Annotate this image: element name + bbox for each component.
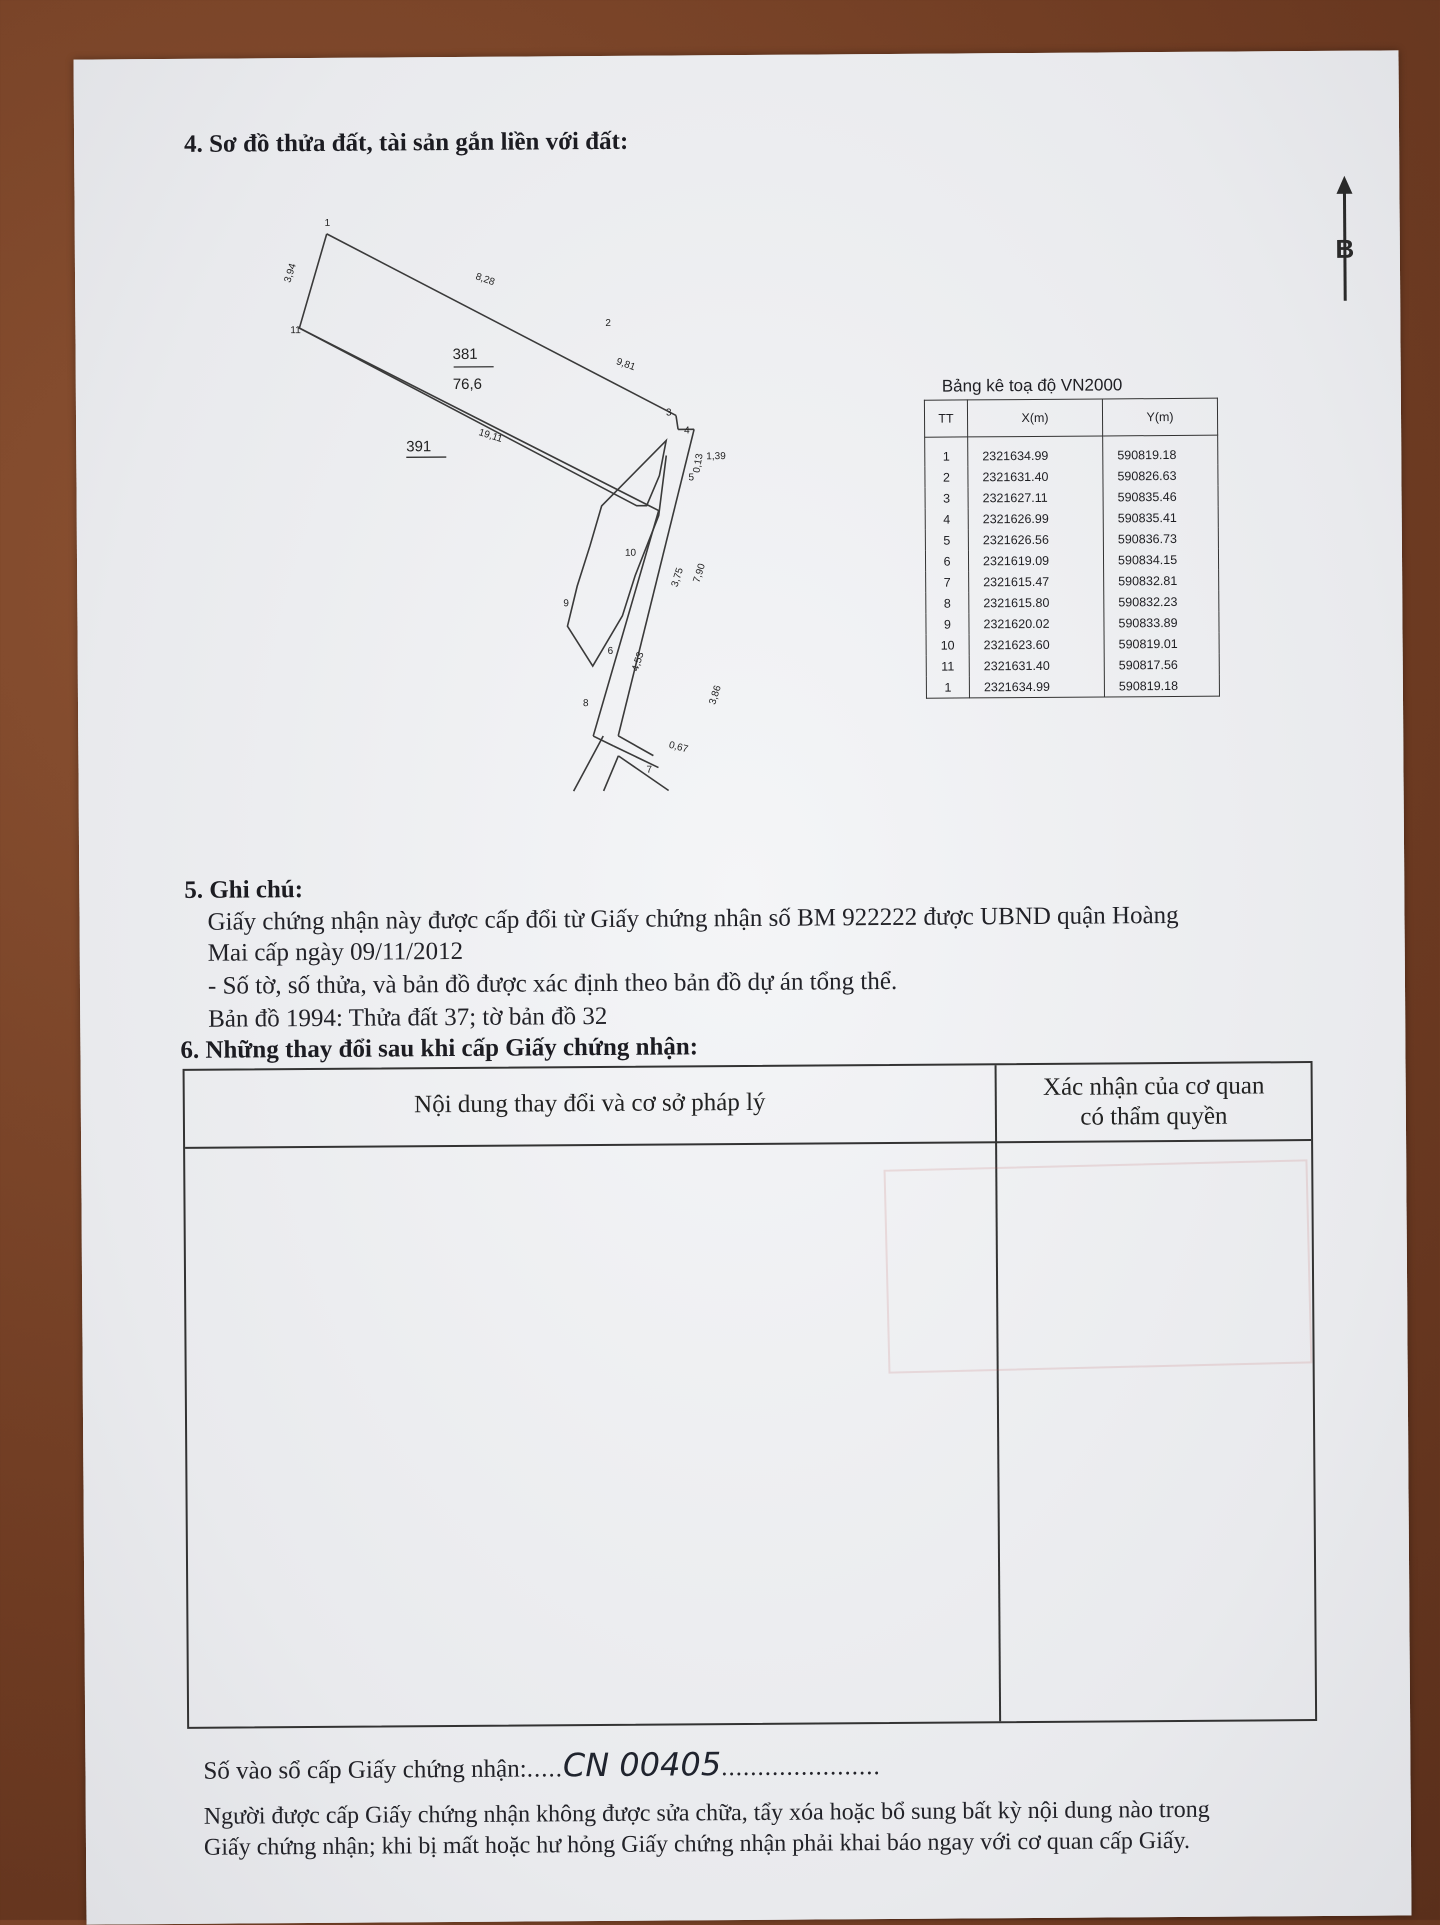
coord-header-x: X(m) bbox=[967, 399, 1102, 437]
plot-edge-length: 3,75 bbox=[670, 566, 687, 588]
coord-x: 2321627.11 bbox=[968, 486, 1103, 508]
coord-tt: 3 bbox=[925, 487, 968, 508]
coord-y: 590833.89 bbox=[1104, 612, 1219, 634]
coord-y: 590826.63 bbox=[1103, 465, 1218, 487]
plot-point-label: 8 bbox=[583, 698, 589, 709]
section-4-title: 4. Sơ đồ thửa đất, tài sản gắn liền với đất: bbox=[184, 128, 628, 159]
note-line-1: Giấy chứng nhận này được cấp đổi từ Giấy chứng nhận số BM 922222 được UBND quận Hoàng bbox=[207, 902, 1178, 937]
registry-number: CN 00405 bbox=[563, 1745, 722, 1784]
coord-tt: 1 bbox=[925, 437, 968, 467]
coord-tt: 4 bbox=[925, 508, 968, 529]
coord-row bbox=[925, 528, 1218, 551]
plot-edge-length: 3,94 bbox=[282, 262, 299, 284]
coord-tt: 11 bbox=[926, 655, 969, 676]
coord-tt: 10 bbox=[926, 634, 969, 655]
coord-tt: 1 bbox=[926, 676, 969, 698]
registry-line: Số vào sổ cấp Giấy chứng nhận:.....CN 00405...................... bbox=[203, 1744, 880, 1787]
note-line-2: Mai cấp ngày 09/11/2012 bbox=[208, 938, 463, 968]
coord-row bbox=[926, 612, 1219, 635]
coord-y: 590835.46 bbox=[1103, 486, 1218, 508]
coord-x: 2321626.99 bbox=[968, 507, 1103, 529]
coord-row bbox=[926, 654, 1219, 677]
plot-point-label: 4 bbox=[684, 425, 690, 436]
coord-y: 590836.73 bbox=[1103, 528, 1218, 550]
coord-row bbox=[925, 486, 1218, 509]
coord-x: 2321615.80 bbox=[969, 591, 1104, 613]
footer-line-1: Người được cấp Giấy chứng nhận không được sửa chữa, tẩy xóa hoặc bổ sung bất kỳ nội dung nào trong bbox=[204, 1797, 1210, 1831]
plot-point-label: 5 bbox=[688, 472, 694, 483]
coord-y: 590819.18 bbox=[1104, 675, 1219, 697]
coord-tt: 6 bbox=[925, 550, 968, 571]
plot-point-label: 10 bbox=[625, 548, 637, 559]
coord-tt: 7 bbox=[926, 571, 969, 592]
neighbor-parcel: 391 bbox=[406, 438, 431, 455]
plot-point-label: 3 bbox=[666, 407, 672, 418]
coord-row bbox=[926, 633, 1219, 656]
plot-edge-length: 0,67 bbox=[668, 740, 690, 756]
plot-edge-length: 19,11 bbox=[477, 427, 504, 445]
footer-line-2: Giấy chứng nhận; khi bị mất hoặc hư hỏng Giấy chứng nhận phải khai báo ngay với cơ quan cấp Giấy. bbox=[204, 1828, 1190, 1862]
coord-tt: 8 bbox=[926, 592, 969, 613]
plot-point-label: 11 bbox=[290, 325, 301, 336]
plot-point-label: 1 bbox=[325, 218, 331, 229]
coord-x: 2321623.60 bbox=[969, 633, 1104, 655]
plot-edge-length: 3,86 bbox=[707, 684, 724, 706]
coord-y: 590819.01 bbox=[1104, 633, 1219, 655]
coord-table bbox=[924, 398, 1220, 699]
note-line-3: - Số tờ, số thửa, và bản đồ được xác định theo bản đồ dự án tổng thể. bbox=[208, 968, 897, 1001]
coord-row bbox=[926, 570, 1219, 593]
coord-y: 590834.15 bbox=[1103, 549, 1218, 571]
coord-row bbox=[925, 507, 1218, 530]
coord-x: 2321620.02 bbox=[969, 612, 1104, 634]
plot-edge-length: 1,39 bbox=[706, 451, 726, 462]
certificate-page bbox=[74, 50, 1412, 1924]
compass-label: B bbox=[1335, 234, 1354, 264]
coord-y: 590819.18 bbox=[1103, 435, 1218, 465]
section-6-title: 6. Những thay đổi sau khi cấp Giấy chứng nhận: bbox=[180, 1033, 698, 1065]
coord-y: 590817.56 bbox=[1104, 654, 1219, 676]
north-arrow-icon bbox=[1324, 176, 1365, 306]
plot-edge-length: 9,81 bbox=[615, 356, 637, 373]
coord-y: 590832.81 bbox=[1104, 570, 1219, 592]
changes-table bbox=[183, 1061, 1318, 1729]
coord-x: 2321626.56 bbox=[968, 528, 1103, 550]
coord-tt: 5 bbox=[925, 529, 968, 550]
plot-edge-length: 0,13 bbox=[692, 452, 706, 473]
coord-row bbox=[925, 549, 1218, 572]
plot-edge-length: 4,53 bbox=[630, 650, 647, 672]
coord-x: 2321615.47 bbox=[969, 570, 1104, 592]
coord-y: 590832.23 bbox=[1104, 591, 1219, 613]
coord-y: 590835.41 bbox=[1103, 507, 1218, 529]
plot-point-label: 9 bbox=[563, 598, 569, 609]
coord-table-title: Bảng kê toạ độ VN2000 bbox=[942, 375, 1123, 396]
plot-point-label: 2 bbox=[605, 318, 611, 329]
coord-x: 2321619.09 bbox=[968, 549, 1103, 571]
changes-col-confirmation: Xác nhận của cơ quan có thẩm quyền bbox=[997, 1071, 1311, 1133]
coord-header-y: Y(m) bbox=[1102, 398, 1217, 436]
coord-x: 2321631.40 bbox=[969, 654, 1104, 676]
plot-edge-length: 8,28 bbox=[474, 271, 496, 288]
plot-point-label: 6 bbox=[608, 646, 614, 657]
coord-tt: 9 bbox=[926, 613, 969, 634]
coord-row bbox=[925, 435, 1218, 467]
faded-stamp bbox=[884, 1159, 1313, 1373]
plot-edge-length: 7,90 bbox=[692, 562, 709, 584]
changes-col-content: Nội dung thay đổi và cơ sở pháp lý bbox=[185, 1087, 995, 1121]
coord-row bbox=[925, 465, 1218, 488]
coord-x: 2321631.40 bbox=[968, 465, 1103, 487]
coord-tt: 2 bbox=[925, 466, 968, 487]
plot-diagram bbox=[74, 53, 979, 819]
coord-header-tt: TT bbox=[924, 400, 967, 437]
coord-row bbox=[926, 591, 1219, 614]
parcel-number: 381 bbox=[453, 346, 478, 363]
plot-point-label: 7 bbox=[646, 765, 652, 776]
registry-label: Số vào sổ cấp Giấy chứng nhận: bbox=[203, 1756, 526, 1785]
section-5-title: 5. Ghi chú: bbox=[184, 876, 303, 905]
parcel-area: 76,6 bbox=[453, 376, 482, 393]
note-line-4: Bản đồ 1994: Thửa đất 37; tờ bản đồ 32 bbox=[208, 1003, 607, 1034]
coord-row bbox=[926, 675, 1219, 699]
coord-x: 2321634.99 bbox=[969, 675, 1104, 697]
coord-x: 2321634.99 bbox=[968, 436, 1103, 466]
